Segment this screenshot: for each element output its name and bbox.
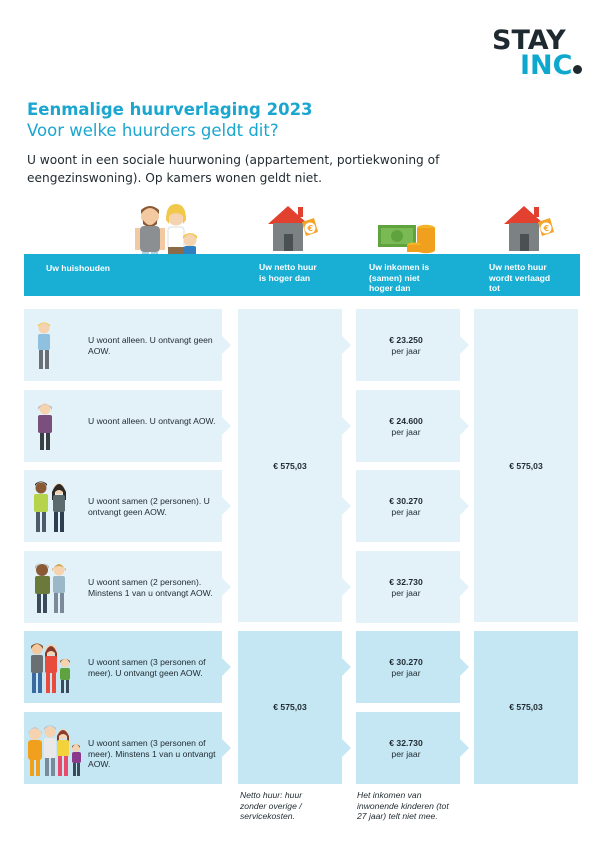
table-row <box>24 470 222 542</box>
income-period: per jaar <box>391 668 421 678</box>
col-arrow <box>342 417 351 435</box>
person-icon <box>34 321 54 371</box>
header-income-limit: Uw inkomen is (samen) niet hoger dan <box>369 262 430 293</box>
income-amount: € 24.600 <box>389 416 423 426</box>
house-euro-icon <box>262 198 320 256</box>
rent-reduced-cell <box>474 631 578 784</box>
logo-dot <box>573 65 582 74</box>
income-amount: € 30.270 <box>389 496 423 506</box>
rent-reduced-cell <box>474 309 578 622</box>
income-amount: € 32.730 <box>389 577 423 587</box>
income-period: per jaar <box>391 346 421 356</box>
header-rent-threshold: Uw netto huur is hoger dan <box>259 262 317 283</box>
row-household-text: U woont samen (2 personen). U ontvangt geen AOW. <box>88 496 210 517</box>
income-arrow <box>460 417 469 435</box>
logo-line-2 <box>492 50 592 81</box>
income-period: per jaar <box>391 588 421 598</box>
income-arrow <box>460 336 469 354</box>
row-arrow <box>222 336 231 354</box>
row-household-text: U woont samen (2 personen). Minstens 1 van u ontvangt AOW. <box>88 577 213 598</box>
income-arrow <box>460 497 469 515</box>
person-icon <box>34 402 56 452</box>
income-cell <box>356 470 460 542</box>
row-arrow <box>222 417 231 435</box>
page-subtitle: Voor welke huurders geldt dit? <box>27 121 279 140</box>
table-row <box>24 631 222 703</box>
table-row <box>24 712 222 784</box>
income-amount: € 30.270 <box>389 657 423 667</box>
row-household-text: U woont samen (3 personen of meer). U ontvangt geen AOW. <box>88 657 206 678</box>
couple-icon <box>30 480 70 534</box>
row-arrow <box>222 658 231 676</box>
income-amount: € 23.250 <box>389 335 423 345</box>
col-arrow <box>342 497 351 515</box>
income-period: per jaar <box>391 507 421 517</box>
stay-inc-logo <box>492 25 592 81</box>
rent-threshold-cell <box>238 631 342 784</box>
rent-reduced-value: € 575,03 <box>509 461 543 471</box>
family-small-icon <box>28 641 74 695</box>
income-cell <box>356 309 460 381</box>
logo-line-2-text: INC <box>520 50 573 81</box>
rent-footnote: Netto huur: huur zonder overige / servicekosten. <box>240 790 303 821</box>
col-arrow <box>342 336 351 354</box>
rent-threshold-value: € 575,03 <box>273 461 307 471</box>
svg-text:€: € <box>543 224 550 233</box>
income-cell <box>356 712 460 784</box>
income-amount: € 32.730 <box>389 738 423 748</box>
page-title: Eenmalige huurverlaging 2023 <box>27 100 313 119</box>
col-arrow <box>342 658 351 676</box>
income-period: per jaar <box>391 427 421 437</box>
income-cell <box>356 551 460 623</box>
row-household-text: U woont alleen. U ontvangt AOW. <box>88 416 216 426</box>
income-arrow <box>460 739 469 757</box>
col-arrow <box>342 578 351 596</box>
logo-line-1: STAY <box>492 25 566 56</box>
header-rent-reduced: Uw netto huur wordt verlaagd tot <box>489 262 551 293</box>
row-household-text: U woont samen (3 personen of meer). Minstens 1 van u ontvangt AOW. <box>88 738 216 770</box>
income-cell <box>356 390 460 462</box>
rent-reduced-value: € 575,03 <box>509 702 543 712</box>
row-arrow <box>222 497 231 515</box>
income-arrow <box>460 578 469 596</box>
row-household-text: U woont alleen. U ontvangt geen AOW. <box>88 335 213 356</box>
intro-text: U woont in een sociale huurwoning (appartement, portiekwoning of eengezinswoning). Op kamers wonen geldt niet. <box>27 153 440 185</box>
row-arrow <box>222 578 231 596</box>
col-arrow <box>342 739 351 757</box>
house-euro-icon <box>498 198 556 256</box>
income-footnote: Het inkomen van inwonende kinderen (tot 27 jaar) telt niet mee. <box>357 790 449 821</box>
rent-threshold-value: € 575,03 <box>273 702 307 712</box>
table-row <box>24 390 222 462</box>
couple-icon <box>30 561 70 615</box>
header-household: Uw huishouden <box>46 263 110 273</box>
family-elderly-icon <box>26 724 86 778</box>
income-cell <box>356 631 460 703</box>
income-period: per jaar <box>391 749 421 759</box>
row-arrow <box>222 739 231 757</box>
table-row <box>24 309 222 381</box>
rent-threshold-cell <box>238 309 342 622</box>
svg-text:€: € <box>307 224 314 233</box>
money-coins-icon <box>376 219 440 255</box>
table-row <box>24 551 222 623</box>
income-arrow <box>460 658 469 676</box>
